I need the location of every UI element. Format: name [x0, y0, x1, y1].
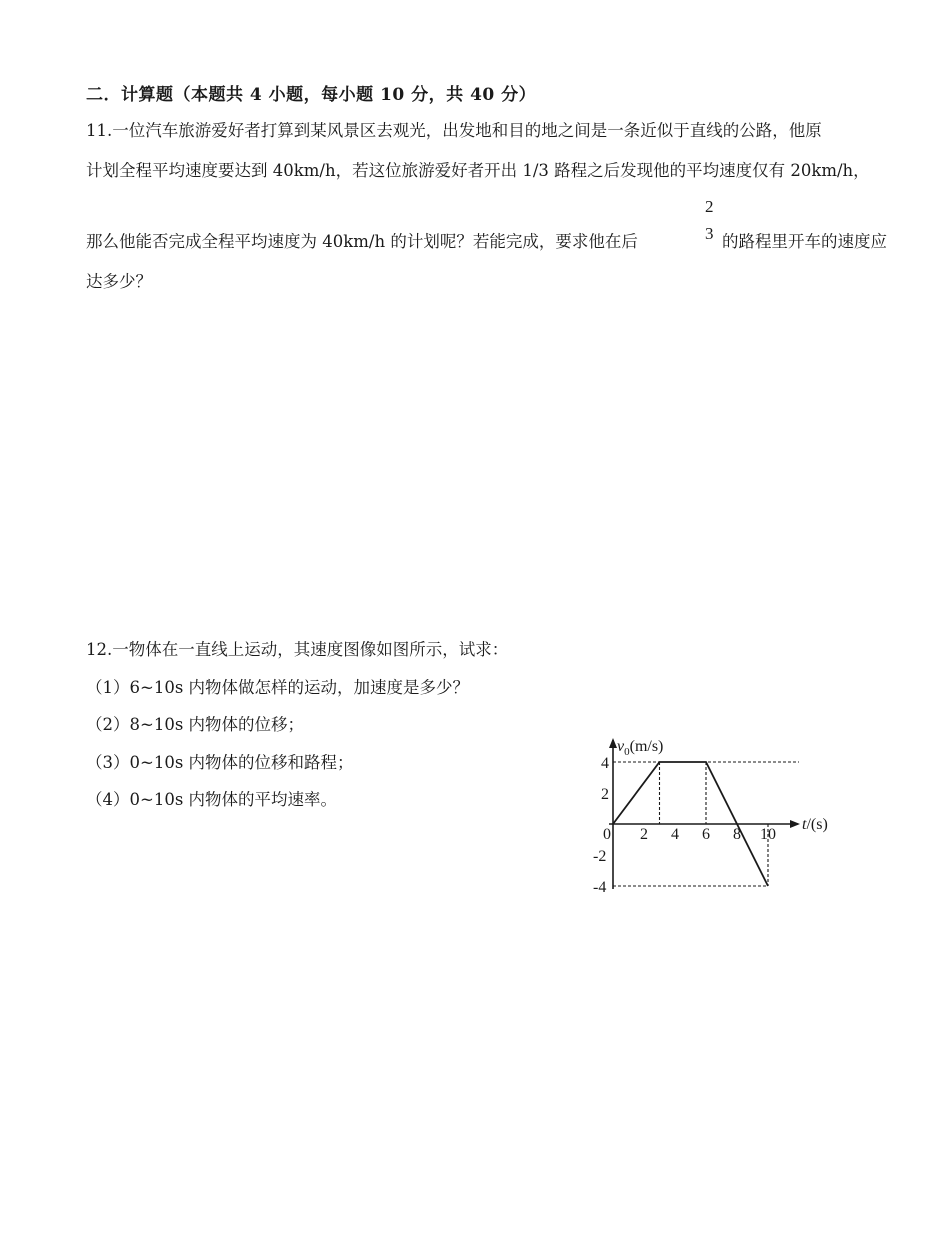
x-tick-label-6: 6 — [702, 826, 710, 843]
q11-line-4: 达多少？ — [86, 272, 152, 291]
x-axis-arrow — [790, 820, 800, 828]
section-title: 二．计算题（本题共 4 小题，每小题 10 分，共 40 分） — [86, 85, 537, 105]
x-tick-label-2: 2 — [640, 826, 648, 843]
q11-line-1: 11.一位汽车旅游爱好者打算到某风景区去观光，出发地和目的地之间是一条近似于直线的公路，他原 — [86, 121, 822, 140]
x-axis-label-unit: /(s) — [806, 816, 828, 833]
y-tick-label-2: 2 — [601, 786, 609, 803]
fraction-two-thirds — [705, 198, 714, 242]
x-tick-label-0: 0 — [603, 826, 611, 843]
q12-item-1: （1）6~10s 内物体做怎样的运动，加速度是多少？ — [86, 678, 470, 697]
y-axis-arrow — [609, 738, 617, 748]
q12-item-3: （3）0~10s 内物体的位移和路程； — [86, 753, 354, 772]
velocity-time-graph — [585, 725, 835, 895]
y-axis-label — [617, 738, 663, 758]
y-axis-label-unit: (m/s) — [629, 738, 664, 755]
y-tick-label-neg4: -4 — [593, 879, 607, 895]
x-tick-label-8: 8 — [733, 826, 741, 843]
x-tick-label-4: 4 — [671, 826, 679, 843]
q11-line-2: 计划全程平均速度要达到 40km/h，若这位旅游爱好者开出 1/3 路程之后发现他的平均速度仅有 20km/h， — [86, 161, 870, 180]
x-axis-label-symbol: t — [802, 816, 807, 833]
q12-item-2: （2）8~10s 内物体的位移； — [86, 715, 305, 734]
x-axis-label — [802, 816, 828, 833]
y-axis-label-subscript: 0 — [624, 746, 630, 758]
q11-line-3a: 那么他能否完成全程平均速度为 40km/h 的计划呢？若能完成，要求他在后 — [86, 232, 638, 251]
fraction-denominator: 3 — [705, 224, 714, 243]
q12-stem: 12.一物体在一直线上运动，其速度图像如图所示，试求： — [86, 640, 509, 659]
q12-item-4: （4）0~10s 内物体的平均速率。 — [86, 790, 338, 809]
q11-line-3b: 的路程里开车的速度应 — [722, 232, 887, 251]
fraction-numerator: 2 — [705, 197, 714, 216]
y-tick-label-4: 4 — [601, 755, 609, 772]
y-tick-label-neg2: -2 — [593, 848, 607, 865]
x-tick-label-10: 10 — [760, 826, 776, 843]
y-axis-label-symbol: v — [617, 738, 625, 755]
